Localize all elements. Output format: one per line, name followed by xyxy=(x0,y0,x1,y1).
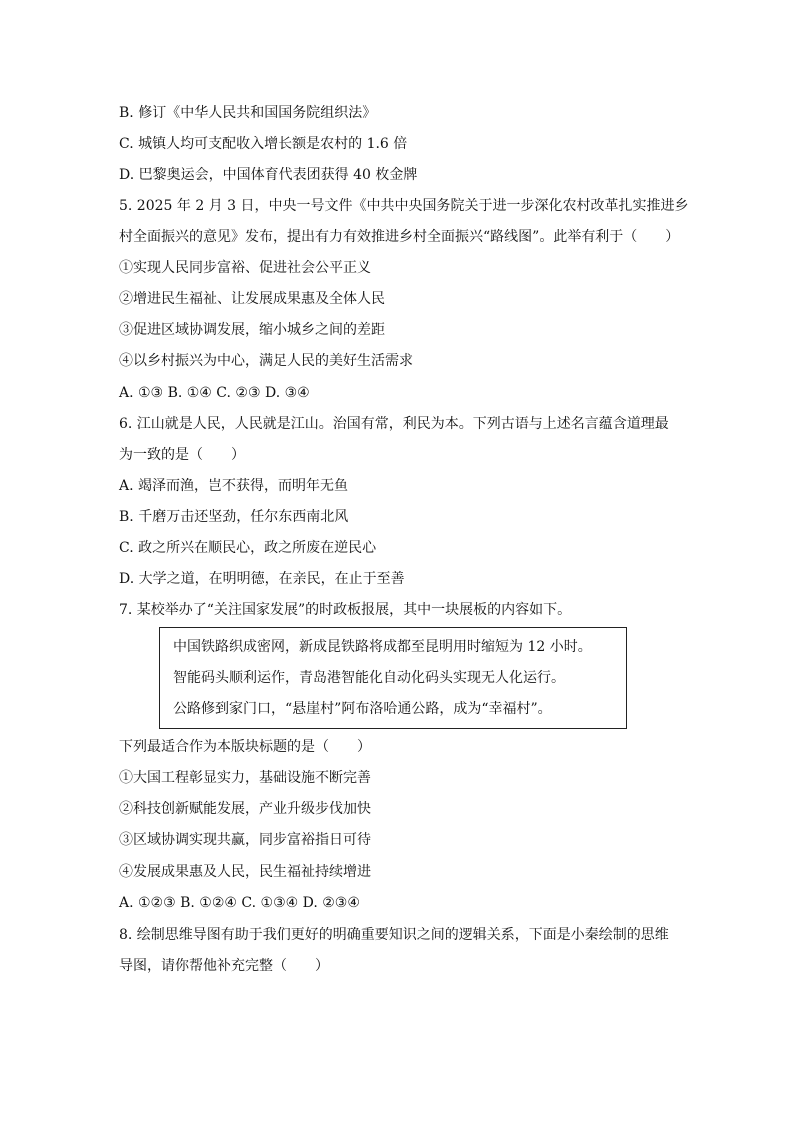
q7-options: A. ①②③ B. ①②④ C. ①③④ D. ②③④ xyxy=(119,895,360,911)
q7-item-3: ③区域协调实现共赢，同步富裕指日可待 xyxy=(119,832,371,848)
q5-item-1: ①实现人民同步富裕、促进社会公平正义 xyxy=(119,260,371,276)
q4-option-b: B. 修订《中华人民共和国国务院组织法》 xyxy=(119,105,377,121)
q5-stem-line2: 村全面振兴的意见》发布，提出有力有效推进乡村全面振兴“路线图”。此举有利于（ ） xyxy=(119,229,680,245)
q8-stem-line2: 导图，请你帮他补充完整（ ） xyxy=(119,958,329,974)
board-line-1: 中国铁路织成密网，新成昆铁路将成都至昆明用时缩短为 12 小时。 xyxy=(173,639,592,655)
q5-item-2: ②增进民生福祉、让发展成果惠及全体人民 xyxy=(119,291,385,307)
q5-options: A. ①③ B. ①④ C. ②③ D. ③④ xyxy=(119,385,310,401)
q5-item-4: ④以乡村振兴为中心，满足人民的美好生活需求 xyxy=(119,353,413,369)
q4-option-c: C. 城镇人均可支配收入增长额是农村的 1.6 倍 xyxy=(119,136,408,152)
q7-item-1: ①大国工程彰显实力，基础设施不断完善 xyxy=(119,770,371,786)
q7-item-2: ②科技创新赋能发展，产业升级步伐加快 xyxy=(119,801,371,817)
q7-stem: 7. 某校举办了“关注国家发展”的时政板报展，其中一块展板的内容如下。 xyxy=(119,602,572,618)
q6-option-d: D. 大学之道，在明明德，在亲民，在止于至善 xyxy=(119,571,405,587)
q6-stem-line1: 6. 江山就是人民，人民就是江山。治国有常，利民为本。下列古语与上述名言蕴含道理最 xyxy=(119,416,669,432)
q6-option-c: C. 政之所兴在顺民心，政之所废在逆民心 xyxy=(119,540,377,556)
q5-item-3: ③促进区域协调发展，缩小城乡之间的差距 xyxy=(119,322,385,338)
q6-option-a: A. 竭泽而渔，岂不获得，而明年无鱼 xyxy=(119,478,349,494)
q8-stem-line1: 8. 绘制思维导图有助于我们更好的明确重要知识之间的逻辑关系，下面是小秦绘制的思维 xyxy=(119,927,669,943)
board-line-3: 公路修到家门口，“悬崖村”阿布洛哈通公路，成为“幸福村”。 xyxy=(173,701,552,717)
q6-option-b: B. 千磨万击还坚劲，任尔东西南北风 xyxy=(119,509,349,525)
q7-exhibit-board xyxy=(159,627,627,729)
q4-option-d: D. 巴黎奥运会，中国体育代表团获得 40 枚金牌 xyxy=(119,167,418,183)
q5-stem-line1: 5. 2025 年 2 月 3 日，中央一号文件《中共中央国务院关于进一步深化农村改革扎实推进乡 xyxy=(119,198,689,214)
q7-question: 下列最适合作为本版块标题的是（ ） xyxy=(119,739,371,755)
q7-item-4: ④发展成果惠及人民，民生福祉持续增进 xyxy=(119,864,371,880)
q6-stem-line2: 为一致的是（ ） xyxy=(119,447,245,463)
board-line-2: 智能码头顺利运作，青岛港智能化自动化码头实现无人化运行。 xyxy=(173,670,565,686)
